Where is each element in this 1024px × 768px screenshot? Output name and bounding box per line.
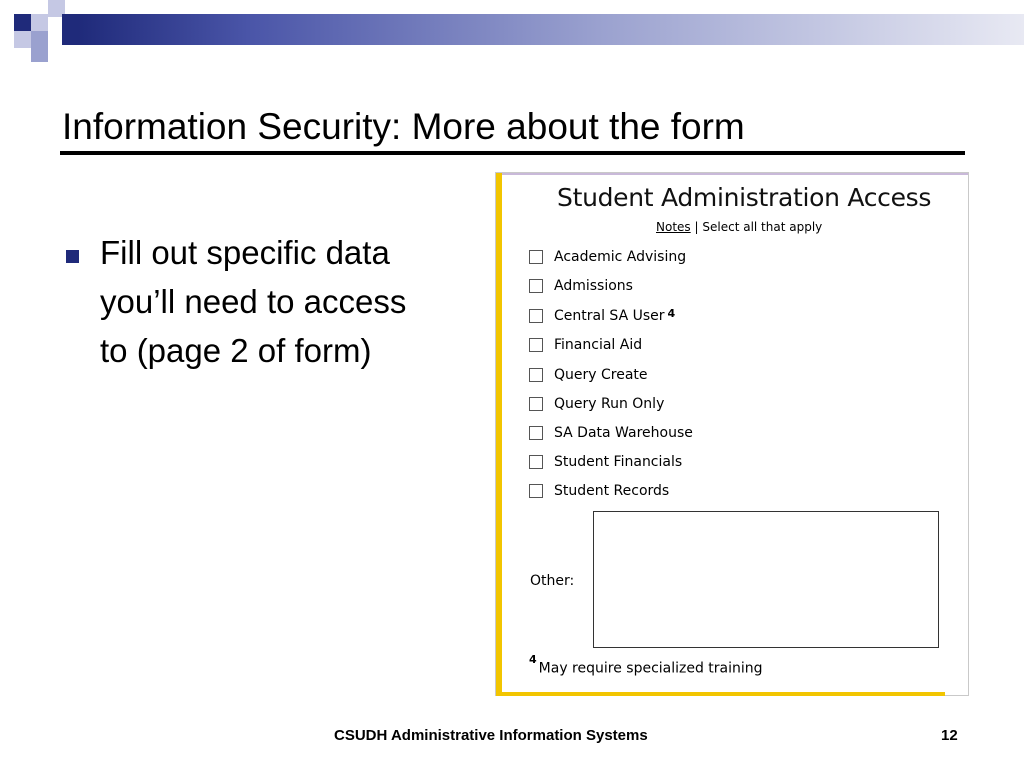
option-label: SA Data Warehouse [554,425,693,441]
option-student-records[interactable] [529,483,669,499]
decor-square [62,14,79,45]
form-bottom-accent [496,692,945,696]
bullet-square-icon [66,250,79,263]
notes-link[interactable]: Notes [656,220,691,234]
decor-square [14,31,31,48]
form-instructions [656,220,822,234]
checkbox[interactable] [529,338,543,352]
checkbox[interactable] [529,397,543,411]
footnote [529,653,763,677]
bullet-list [62,228,482,375]
option-academic-advising[interactable] [529,249,686,265]
footnote-text: May require specialized training [538,660,763,677]
option-label: Student Records [554,483,670,499]
bullet-line: Fill out specific data [100,234,390,271]
option-query-create[interactable] [529,367,648,383]
checkbox[interactable] [529,455,543,469]
footnote-marker: 4 [529,653,537,666]
option-sa-data-warehouse[interactable] [529,425,693,441]
header-gradient-bar [78,14,1024,45]
checkbox[interactable] [529,368,543,382]
checkbox[interactable] [529,279,543,293]
form-left-accent [496,173,502,693]
option-label: Query Create [554,367,648,383]
checkbox[interactable] [529,426,543,440]
option-admissions[interactable] [529,278,633,294]
separator: | [694,220,699,234]
option-query-run-only[interactable] [529,396,664,412]
title-underline [60,151,965,155]
option-financial-aid[interactable] [529,337,642,353]
other-textarea[interactable] [593,511,939,648]
slide-title: Information Security: More about the form [62,106,745,147]
option-label: Student Financials [554,454,683,470]
option-label: Central SA User [554,308,665,324]
decor-square [31,45,48,62]
page-number: 12 [941,727,958,744]
instruction-text: Select all that apply [702,220,823,234]
decor-square [31,14,48,31]
form-top-border [496,173,968,175]
decor-square [14,14,31,31]
bullet-line: you’ll need to access [100,283,407,320]
slide-footer: CSUDH Administrative Information Systems [334,727,648,744]
bullet-line: to (page 2 of form) [100,332,372,369]
option-label: Academic Advising [554,249,687,265]
checkbox[interactable] [529,484,543,498]
other-label: Other: [530,573,575,589]
option-student-financials[interactable] [529,454,682,470]
option-label: Query Run Only [554,396,665,412]
option-central-sa-user[interactable] [529,308,675,324]
option-label: Admissions [554,278,633,294]
footnote-ref: 4 [667,306,676,320]
bullet-item [100,228,482,375]
decor-square [31,31,48,45]
form-title: Student Administration Access [557,183,932,212]
option-label: Financial Aid [554,337,643,353]
checkbox[interactable] [529,250,543,264]
form-screenshot [495,172,969,696]
checkbox[interactable] [529,309,543,323]
